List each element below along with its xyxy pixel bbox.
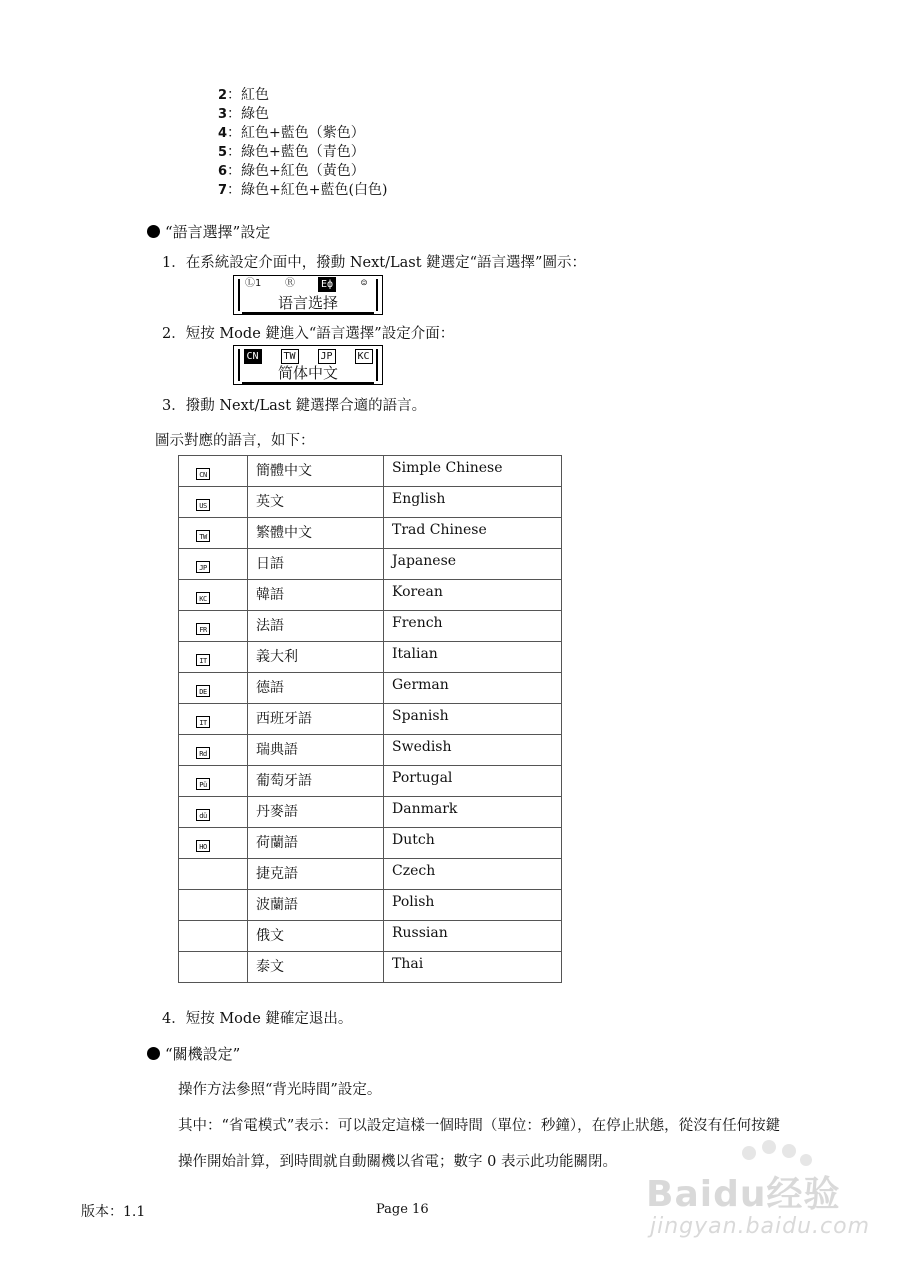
flag-icon: DE [196, 685, 210, 697]
flag-cell [179, 797, 248, 828]
flag-icon: IT [196, 654, 210, 666]
flag-icon: HO [196, 840, 210, 852]
language-english-name: Swedish [384, 735, 562, 766]
language-chinese-name: 簡體中文 [248, 456, 384, 487]
language-english-name: Japanese [384, 549, 562, 580]
language-english-name: Polish [384, 890, 562, 921]
flag-jp-icon: JP [318, 349, 336, 364]
language-english-name: Czech [384, 859, 562, 890]
language-english-name: English [384, 487, 562, 518]
flag-cell [179, 921, 248, 952]
table-row [179, 766, 562, 797]
flag-icon: IT [196, 716, 210, 728]
language-english-name: Korean [384, 580, 562, 611]
flag-icon: KC [196, 592, 210, 604]
shutdown-para-2: 其中：“省電模式”表示：可以設定這樣一個時間（單位：秒鐘），在停止狀態，從沒有任何按鍵 [178, 1118, 781, 1134]
footer-version: 版本：1.1 [81, 1204, 146, 1220]
flag-tw-icon: TW [281, 349, 299, 364]
language-english-name: Trad Chinese [384, 518, 562, 549]
flag-icon: Rd [196, 747, 210, 759]
language-table [178, 455, 562, 983]
color-item: 4：紅色+藍色（紫色） [218, 125, 365, 141]
table-row [179, 487, 562, 518]
table-row [179, 611, 562, 642]
language-english-name: Thai [384, 952, 562, 983]
language-step-1: 1．在系統設定介面中，撥動 Next/Last 鍵選定“語言選擇”圖示： [162, 255, 586, 271]
flag-cell [179, 518, 248, 549]
bullet-icon [147, 1047, 160, 1060]
color-item: 7：綠色+紅色+藍色(白色) [218, 182, 388, 198]
bullet-icon [147, 225, 160, 238]
language-chinese-name: 捷克語 [248, 859, 384, 890]
language-english-name: Simple Chinese [384, 456, 562, 487]
table-row [179, 952, 562, 983]
table-row [179, 797, 562, 828]
flag-cell [179, 580, 248, 611]
flag-cell [179, 549, 248, 580]
footer-page-number: Page 16 [376, 1202, 429, 1217]
color-item: 2：紅色 [218, 87, 270, 103]
language-english-name: Spanish [384, 704, 562, 735]
lcd-language-select [233, 275, 383, 315]
table-row [179, 549, 562, 580]
table-row [179, 580, 562, 611]
lcd-label: 语言选择 [242, 294, 374, 314]
timer-icon: Ⓛ1 [244, 278, 262, 289]
table-row [179, 859, 562, 890]
shutdown-section-heading: “關機設定” [147, 1043, 240, 1064]
color-list [218, 86, 387, 200]
table-row [179, 642, 562, 673]
language-chinese-name: 繁體中文 [248, 518, 384, 549]
table-row [179, 518, 562, 549]
flag-kc-icon: KC [355, 349, 373, 364]
language-icon: Eф [318, 277, 336, 292]
flag-cell [179, 735, 248, 766]
language-chinese-name: 西班牙語 [248, 704, 384, 735]
language-chinese-name: 荷蘭語 [248, 828, 384, 859]
baidu-watermark-logo: Baidu经验 [646, 1174, 841, 1215]
language-section-heading: “語言選擇”設定 [147, 221, 270, 242]
flag-cell [179, 673, 248, 704]
flag-icon: US [196, 499, 210, 511]
language-chinese-name: 法語 [248, 611, 384, 642]
power-icon: ☺ [360, 278, 367, 289]
table-row [179, 673, 562, 704]
language-chinese-name: 丹麥語 [248, 797, 384, 828]
table-row [179, 828, 562, 859]
color-item: 3：綠色 [218, 106, 270, 122]
language-english-name: German [384, 673, 562, 704]
language-chinese-name: 葡萄牙語 [248, 766, 384, 797]
language-step-4: 4．短按 Mode 鍵確定退出。 [162, 1011, 353, 1027]
language-english-name: Portugal [384, 766, 562, 797]
language-chinese-name: 俄文 [248, 921, 384, 952]
flag-icon: CN [196, 468, 210, 480]
baidu-watermark-url: jingyan.baidu.com [650, 1214, 871, 1239]
flag-icon: dü [196, 809, 210, 821]
language-step-2: 2．短按 Mode 鍵進入“語言選擇”設定介面： [162, 326, 455, 342]
shutdown-para-3: 操作開始計算，到時間就自動關機以省電；數字 0 表示此功能關閉。 [178, 1154, 617, 1170]
language-english-name: Dutch [384, 828, 562, 859]
language-english-name: Russian [384, 921, 562, 952]
flag-cell [179, 611, 248, 642]
flag-cell [179, 704, 248, 735]
flag-icon: FR [196, 623, 210, 635]
table-row [179, 704, 562, 735]
language-chinese-name: 日語 [248, 549, 384, 580]
language-step-3: 3．撥動 Next/Last 鍵選擇合適的語言。 [162, 398, 427, 414]
flag-cell [179, 766, 248, 797]
table-row [179, 735, 562, 766]
language-chinese-name: 波蘭語 [248, 890, 384, 921]
lcd-icon-row [234, 349, 382, 364]
repeat-icon: Ⓡ [285, 278, 295, 289]
shutdown-para-1: 操作方法參照“背光時間”設定。 [178, 1082, 382, 1098]
flag-cell [179, 642, 248, 673]
language-english-name: Danmark [384, 797, 562, 828]
table-row [179, 456, 562, 487]
language-chinese-name: 泰文 [248, 952, 384, 983]
color-item: 5：綠色+藍色（青色） [218, 144, 365, 160]
flag-cell [179, 952, 248, 983]
flag-cn-icon: CN [244, 349, 262, 364]
lcd-language-list [233, 345, 383, 385]
flag-icon: Pü [196, 778, 210, 790]
flag-icon: JP [196, 561, 210, 573]
lcd-label: 简体中文 [242, 364, 374, 384]
table-row [179, 921, 562, 952]
flag-cell [179, 487, 248, 518]
color-item: 6：綠色+紅色（黃色） [218, 163, 365, 179]
table-caption: 圖示對應的語言，如下： [155, 433, 315, 449]
language-english-name: French [384, 611, 562, 642]
language-chinese-name: 瑞典語 [248, 735, 384, 766]
language-chinese-name: 德語 [248, 673, 384, 704]
flag-cell [179, 456, 248, 487]
flag-icon: TW [196, 530, 210, 542]
language-chinese-name: 義大利 [248, 642, 384, 673]
flag-cell [179, 890, 248, 921]
language-english-name: Italian [384, 642, 562, 673]
table-row [179, 890, 562, 921]
flag-cell [179, 828, 248, 859]
flag-cell [179, 859, 248, 890]
language-chinese-name: 韓語 [248, 580, 384, 611]
language-chinese-name: 英文 [248, 487, 384, 518]
lcd-icon-row [234, 277, 382, 292]
